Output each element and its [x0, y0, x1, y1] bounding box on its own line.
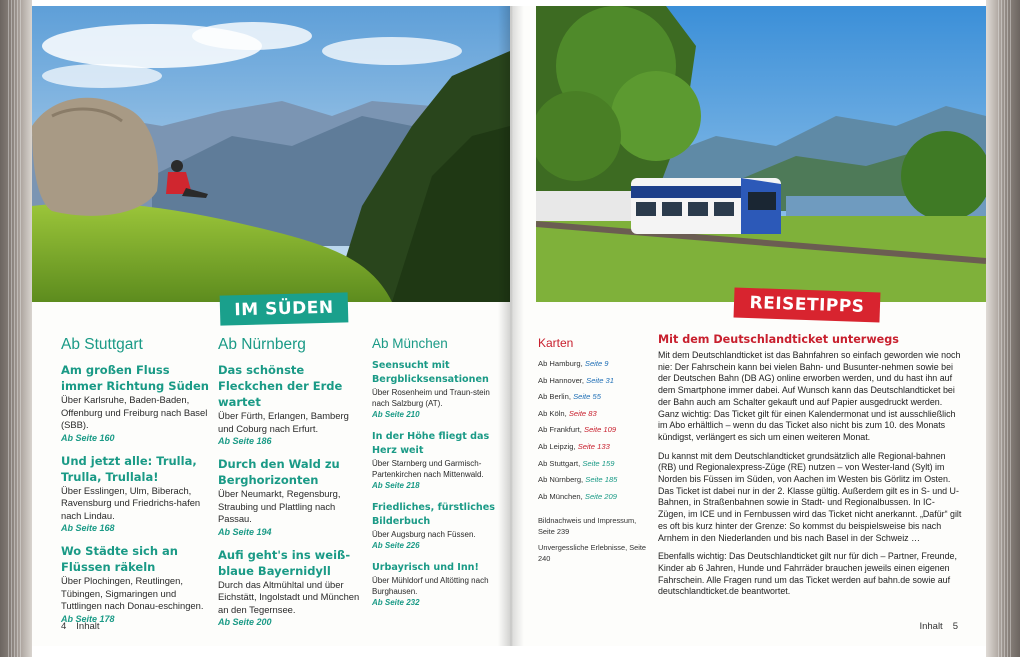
- map-city: Ab Stuttgart,: [538, 458, 581, 468]
- entry-text: Über Karlsruhe, Baden-Baden, Offenburg und Freiburg nach Basel (SBB).: [61, 394, 208, 430]
- entry-page-ref[interactable]: Ab Seite 226: [372, 541, 420, 550]
- article-paragraph: Ebenfalls wichtig: Das Deutschlandticket gilt nur für dich – Partner, Freunde, Kinder ab 6 Jahren, Hunde und Fahrräder brauchen jeweils einen eigenen Fahrschein. Alle Fragen rund um das Ticket werden auf bahn.de sowie auf deutschlandticket.de beantwortet.: [658, 551, 957, 597]
- right-page: [510, 6, 986, 646]
- entry-title: Und jetzt alle: Trulla, Trulla, Trullala!: [61, 453, 197, 484]
- entry-text: Über Fürth, Erlangen, Bamberg und Coburg nach Erfurt.: [218, 410, 349, 434]
- book-page-edge-lines-left: [8, 0, 22, 657]
- entry-page-ref[interactable]: Ab Seite 168: [61, 523, 115, 533]
- map-city: Ab Hamburg,: [538, 359, 583, 368]
- entry-page-ref[interactable]: Ab Seite 194: [218, 526, 272, 537]
- map-page-ref[interactable]: Seite 185: [585, 475, 618, 485]
- maps-list: [538, 356, 648, 505]
- article-paragraph: Du kannst mit dem Deutschlandticket grundsätzlich alle Regional-bahnen (RB) und Regionalexpress-Züge (RE) nutzen – von Wester-land (Sylt) im Norden bis Füssen im Süden, von Aachen im Westen bis Görlitz im Osten. Das Ticket ist dabei nur in der 2. Klasse gültig. Außerdem gilt es in S- und U-Bahnen, in Straßenbahnen sowie in Stadt- und Regionalbussen. In IC-Zügen, im ICE und in Fernbussen wird das Ticket nicht anerkannt. „Dafür“ gilt es oft bis kurz hinter der Grenze: So kommst du beispielsweise bis nach Arnhem in den Niederlanden und bis nach Basel in der Schweiz …: [658, 450, 962, 543]
- maps-index-extra: [538, 515, 648, 564]
- page-footer-left: [61, 621, 100, 632]
- map-city: Ab Frankfurt,: [538, 425, 582, 435]
- entry-title: Am großen Fluss immer Richtung Süden: [61, 363, 209, 393]
- entry-text: Über Neumarkt, Regensburg, Straubing und Plattling nach Passau.: [218, 488, 341, 524]
- column-nuernberg: [218, 336, 363, 637]
- map-page-ref[interactable]: Seite 9: [584, 359, 609, 368]
- column-muenchen: [372, 336, 497, 618]
- imprint-ref[interactable]: Bildnachweis und Impressum, Seite 239: [538, 516, 637, 537]
- map-city: Ab Leipzig,: [538, 441, 576, 451]
- entry-page-ref[interactable]: Ab Seite 232: [372, 598, 420, 607]
- left-page: [32, 6, 510, 646]
- entry-text: Über Augsburg nach Füssen.: [372, 530, 476, 539]
- entry-text: Durch das Altmühltal und über Eichstätt, Ingolstadt und München an den Tegernsee.: [218, 578, 360, 615]
- entry-title: Aufi geht's ins weiß-blaue Bayernidyll: [218, 547, 351, 578]
- experiences-ref[interactable]: Unvergessliche Erlebnisse, Seite 240: [538, 543, 647, 564]
- toc-entry[interactable]: [372, 430, 497, 492]
- entry-title: Das schönste Fleckchen der Erde wartet: [218, 363, 343, 409]
- entry-text: Über Mühldorf und Altötting nach Burghausen.: [372, 576, 489, 596]
- toc-entry[interactable]: [61, 543, 209, 625]
- toc-entry[interactable]: [61, 453, 209, 535]
- column-stuttgart: [61, 336, 209, 634]
- map-entry[interactable]: [538, 439, 648, 456]
- entry-title: In der Höhe fliegt das Herz weit: [372, 431, 490, 456]
- map-entry[interactable]: [538, 472, 648, 489]
- train-landscape-photo: [536, 6, 986, 302]
- map-city: Ab Hannover,: [538, 375, 585, 385]
- entry-text: Über Esslingen, Ulm, Biberach, Ravensburg und Friedrichs-hafen nach Lindau.: [61, 484, 201, 521]
- map-page-ref[interactable]: Seite 133: [577, 441, 610, 451]
- toc-entry[interactable]: [218, 362, 363, 447]
- map-entry[interactable]: [538, 489, 648, 506]
- entry-page-ref[interactable]: Ab Seite 218: [372, 481, 420, 490]
- map-entry[interactable]: [538, 389, 648, 406]
- map-entry[interactable]: [538, 456, 648, 473]
- section-banner-reisetipps: REISETIPPS: [734, 287, 881, 322]
- page-number: 4: [61, 621, 67, 632]
- map-city: Ab Nürnberg,: [538, 475, 584, 485]
- entry-page-ref[interactable]: Ab Seite 200: [218, 617, 272, 627]
- section-banner-im-sueden: IM SÜDEN: [220, 292, 349, 325]
- toc-entry[interactable]: [372, 359, 497, 421]
- entry-title: Seensucht mit Bergblicksensationen: [372, 360, 489, 385]
- entry-page-ref[interactable]: Ab Seite 178: [61, 613, 115, 624]
- toc-entry[interactable]: [218, 456, 363, 538]
- toc-entry[interactable]: [372, 561, 497, 609]
- entry-page-ref[interactable]: Ab Seite 186: [218, 436, 272, 446]
- toc-entry[interactable]: [372, 501, 497, 552]
- article-title: Mit dem Deutschlandticket unterwegs: [658, 333, 899, 346]
- city-heading: Ab München: [372, 336, 448, 351]
- toc-entry[interactable]: [218, 547, 363, 629]
- map-entry[interactable]: [538, 422, 648, 439]
- city-heading: Ab Nürnberg: [218, 336, 306, 353]
- mountain-hiker-photo: [32, 6, 510, 302]
- page-footer-label: Inhalt: [919, 621, 943, 632]
- map-page-ref[interactable]: Seite 209: [584, 491, 617, 501]
- maps-index-title: Karten: [538, 336, 574, 350]
- map-entry[interactable]: [538, 356, 648, 373]
- deutschlandticket-article: [658, 333, 962, 605]
- entry-title: Urbayrisch und Inn!: [372, 562, 479, 573]
- page-footer-right: [919, 621, 958, 632]
- entry-title: Wo Städte sich an Flüssen räkeln: [61, 544, 178, 574]
- map-page-ref[interactable]: Seite 159: [582, 458, 615, 468]
- map-page-ref[interactable]: Seite 109: [584, 425, 617, 435]
- map-entry[interactable]: [538, 406, 648, 423]
- map-page-ref[interactable]: Seite 55: [573, 392, 601, 402]
- book-page-edge-lines-right: [998, 0, 1012, 657]
- map-city: Ab München,: [538, 491, 583, 501]
- entry-title: Durch den Wald zu Berghorizonten: [218, 457, 340, 487]
- entry-text: Über Starnberg und Garmisch-Partenkirchen nach Mittenwald.: [372, 459, 484, 479]
- entry-text: Über Rosenheim und Traun-stein nach Salzburg (AT).: [372, 388, 490, 408]
- article-paragraph: Mit dem Deutschlandticket ist das Bahnfahren so einfach geworden wie noch nie: Der Fahrschein kann bei vielen Bahn- und Busunter-nehmen sowie bei der Deutschen Bahn (DB AG) online erworben werden, und du hast ihn auf dem Smartphone immer dabei. Auf Wunsch kann das Deutschlandticket bei der Bahn auch am Schalter gekauft und auf Papier ausgedruckt werden. Ganz wichtig: Das Ticket gilt für einen Kalendermonat und ist ausschließlich im Abo erhältlich – wenn du das Ticket also nicht bis zum 10. des Monats kündigst, verlängert es sich um einen weiteren Monat.: [658, 350, 961, 442]
- maps-index: [538, 336, 648, 569]
- map-page-ref[interactable]: Seite 83: [568, 408, 597, 418]
- entry-page-ref[interactable]: Ab Seite 210: [372, 410, 420, 419]
- map-entry[interactable]: [538, 373, 648, 390]
- page-footer-label: Inhalt: [76, 621, 100, 632]
- entry-title: Friedliches, fürstliches Bilderbuch: [372, 502, 495, 527]
- map-city: Ab Köln,: [538, 408, 567, 418]
- entry-page-ref[interactable]: Ab Seite 160: [61, 432, 115, 443]
- page-number: 5: [952, 621, 958, 632]
- map-city: Ab Berlin,: [538, 392, 571, 402]
- city-heading: Ab Stuttgart: [61, 336, 143, 353]
- toc-entry[interactable]: [61, 362, 209, 444]
- map-page-ref[interactable]: Seite 31: [586, 375, 615, 385]
- entry-text: Über Plochingen, Reutlingen, Tübingen, Sigmaringen und Tuttlingen nach Donau-eschingen.: [61, 575, 204, 611]
